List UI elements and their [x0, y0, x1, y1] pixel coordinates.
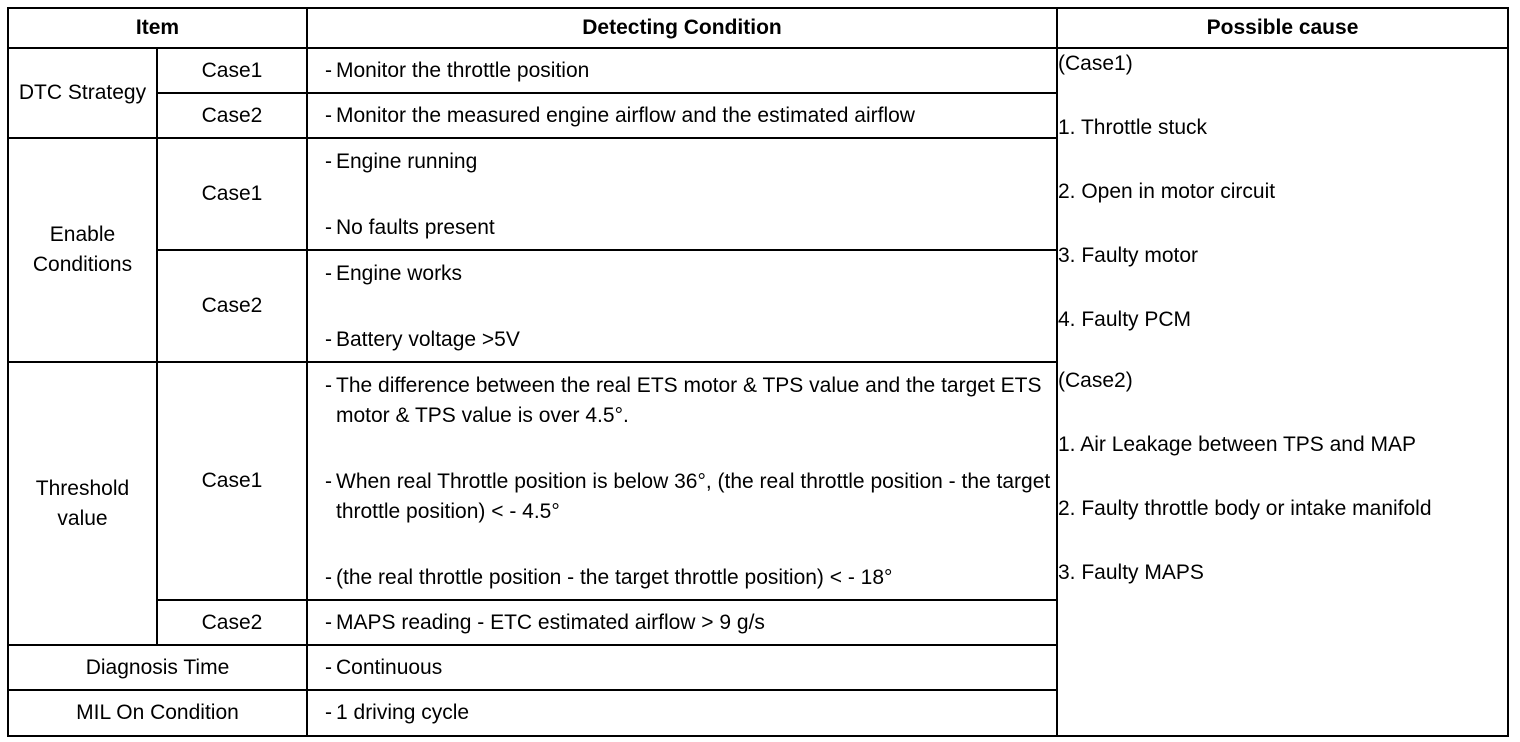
enable-case1-conditions	[307, 138, 1057, 250]
bullet-dash: -	[325, 262, 332, 285]
cause-item: 3. Faulty motor	[1058, 244, 1199, 267]
dtc-case2-condition	[307, 93, 1057, 138]
threshold-case2-condition	[307, 600, 1057, 645]
header-item: Item	[8, 8, 307, 48]
condition-text: The difference between the real ETS motor & TPS value and the target ETS motor & TPS value is over 4.5°.	[336, 374, 1042, 427]
table-row	[8, 48, 1508, 93]
condition-text: (the real throttle position - the target throttle position) < - 18°	[336, 566, 893, 589]
bullet-dash: -	[325, 216, 332, 239]
enable-case2-conditions	[307, 250, 1057, 362]
dtc-strategy-label: DTC Strategy	[8, 48, 157, 138]
enable-case2-label: Case2	[157, 250, 307, 362]
bullet-dash: -	[325, 150, 332, 173]
diagnosis-time-condition	[307, 645, 1057, 690]
enable-case1-label: Case1	[157, 138, 307, 250]
bullet-dash: -	[325, 374, 332, 397]
cause-item: 4. Faulty PCM	[1058, 308, 1192, 331]
bullet-dash: -	[325, 701, 332, 724]
mil-on-condition-value	[307, 690, 1057, 736]
condition-text: Battery voltage >5V	[336, 328, 520, 351]
cause-item: 2. Faulty throttle body or intake manifold	[1058, 497, 1432, 520]
cause-item: 1. Throttle stuck	[1058, 116, 1208, 139]
header-possible-cause: Possible cause	[1057, 8, 1508, 48]
dtc-case1-label: Case1	[157, 48, 307, 93]
bullet-dash: -	[325, 58, 332, 82]
condition-text: No faults present	[336, 216, 495, 239]
bullet-dash: -	[325, 655, 332, 679]
bullet-dash: -	[325, 610, 332, 634]
bullet-dash: -	[325, 566, 332, 589]
condition-text: Continuous	[336, 655, 443, 679]
condition-text: Monitor the measured engine airflow and the estimated airflow	[336, 103, 915, 127]
dtc-case1-condition	[307, 48, 1057, 93]
threshold-value-label: Threshold value	[8, 362, 157, 645]
condition-text: Engine running	[336, 150, 478, 173]
threshold-case1-label: Case1	[157, 362, 307, 600]
bullet-dash: -	[325, 470, 332, 493]
header-row	[8, 8, 1508, 48]
cause-item: 1. Air Leakage between TPS and MAP	[1058, 433, 1417, 456]
cause-item: 2. Open in motor circuit	[1058, 180, 1276, 203]
cause-case2-heading: (Case2)	[1058, 369, 1133, 392]
condition-text: Monitor the throttle position	[336, 58, 590, 82]
bullet-dash: -	[325, 328, 332, 351]
condition-text: Engine works	[336, 262, 463, 285]
threshold-case2-label: Case2	[157, 600, 307, 645]
condition-text: When real Throttle position is below 36°, (the real throttle position - the target throttle position) < - 4.5°	[336, 470, 1051, 523]
mil-on-condition-label: MIL On Condition	[8, 690, 307, 736]
diagnosis-time-label: Diagnosis Time	[8, 645, 307, 690]
bullet-dash: -	[325, 103, 332, 127]
cause-item: 3. Faulty MAPS	[1058, 561, 1204, 584]
dtc-case2-label: Case2	[157, 93, 307, 138]
possible-cause-cell	[1057, 48, 1508, 736]
cause-case1-heading: (Case1)	[1058, 52, 1133, 75]
diagnostic-table	[7, 7, 1509, 737]
enable-conditions-label: Enable Conditions	[8, 138, 157, 362]
condition-text: MAPS reading - ETC estimated airflow > 9 g/s	[336, 610, 765, 634]
header-detecting-condition: Detecting Condition	[307, 8, 1057, 48]
threshold-case1-conditions	[307, 362, 1057, 600]
condition-text: 1 driving cycle	[336, 701, 470, 724]
